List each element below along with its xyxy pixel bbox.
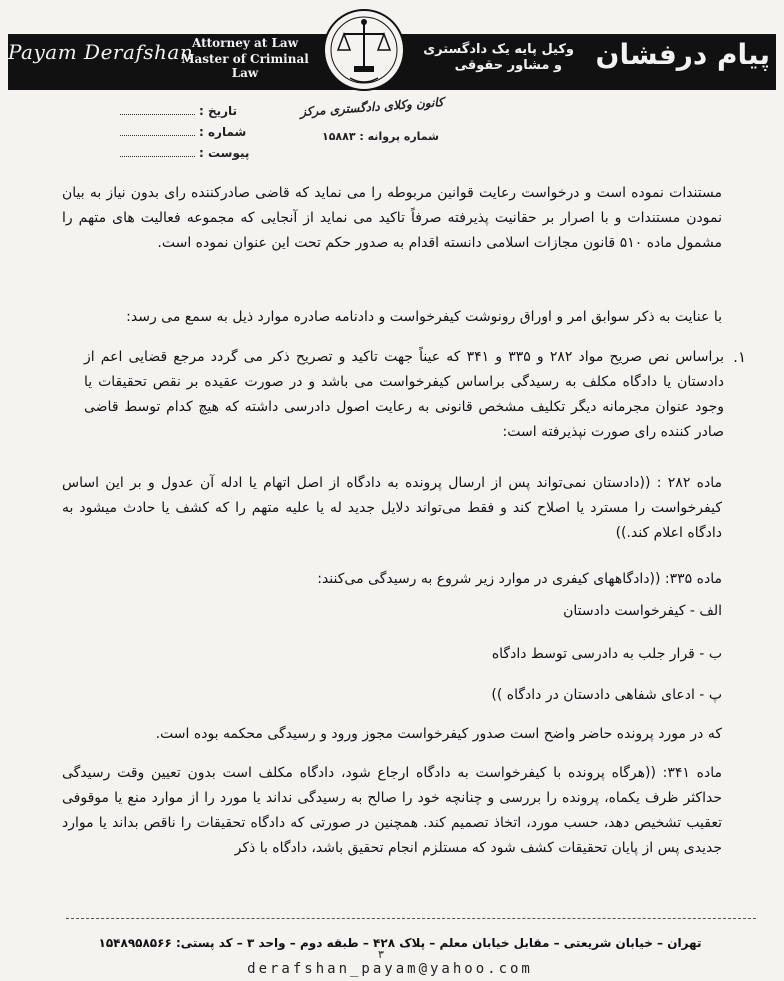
list-item-1 (84, 345, 746, 445)
clause-pe: پ - ادعای شفاهی دادستان در دادگاه )) (491, 687, 722, 703)
paragraph-conclusion: که در مورد پرونده حاضر واضح است صدور کیفرخواست مجوز ورود و رسیدگی محکمه بوده است. (155, 726, 722, 742)
bar-association-emblem (320, 4, 408, 96)
attachment-label: پیوست : (199, 146, 250, 160)
page-number: ۳ (378, 948, 384, 961)
bar-association-name: کانون وکلای دادگستری مرکز (299, 95, 445, 119)
role-line-1: وکیل پایه یک دادگستری (423, 42, 574, 57)
article-282: ماده ۲۸۲ : ((دادستان نمی‌تواند پس از ارسال پرونده به دادگاه از اصل اتهام یا ادله آن عدول و بر این اساس کیفرخواست را مسترد یا اصلاح کند و فقط می‌تواند دلایل جدید له یا علیه متهم را که کشف یا حادث میشود به دادگاه اعلام کند.)) (62, 475, 722, 541)
footer-divider (66, 918, 756, 919)
attachment-field (120, 146, 249, 160)
list-item-text: براساس نص صریح مواد ۲۸۲ و ۳۳۵ و ۳۴۱ که عیناً جهت تاکید و تصریح ذکر می گردد مرجع قضایی اعم از دادستان یا دادگاه مکلف به رسیدگی براساس کیفرخواست می باشد و در صورت عقیده بر نقص تحقیقات یا وجود عنوان مجرمانه دیگر تکلیف مشخص قانونی به رعایت اصول دادرسی داشته که هیچ کدام توسط قاضی صادر کننده رای صورت نپذیرفته است: (84, 349, 724, 440)
number-label: شماره : (199, 125, 247, 139)
office-address: تهران – خیابان شریعتی – مقابل خیابان معلم – پلاک ۴۲۸ – طبقه دوم – واحد ۳ – کد پستی: ۱۵۴۸۹۵۸۵۶۶ (98, 936, 702, 950)
title-attorney: Attorney at Law (191, 36, 299, 50)
date-label: تاریخ : (199, 104, 238, 118)
number-field (120, 125, 246, 139)
paragraph-considerations: با عنایت به ذکر سوابق امر و اوراق رونوشت کیفرخواست و دادنامه صادره موارد ذیل به سمع می رسد: (126, 309, 722, 325)
title-degree: Master of Criminal Law (181, 52, 309, 80)
role-line-2: و مشاور حقوقی (454, 58, 562, 73)
license-number: شماره پروانه : ۱۵۸۸۳ (322, 130, 439, 143)
clause-be: ب - قرار جلب به دادرسی توسط دادگاه (491, 646, 722, 662)
date-field (120, 104, 237, 118)
article-335: ماده ۳۳۵: ((دادگاههای کیفری در موارد زیر شروع به رسیدگی می‌کنند: (317, 571, 722, 587)
paragraph-intro: مستندات نموده است و درخواست رعایت قوانین مربوطه را می نماید که قاضی صادرکننده رای بدون نیاز به بیان نمودن مستندات و با اصرار بر حقانیت پذیرفته صرفاً تاکید می نماید از آنجایی که مجموعه فعالیت های متهم را مشمول ماده ۵۱۰ قانون مجازات اسلامی دانسته اقدام به صدور حکم تحت این عنوان نموده است. (62, 185, 722, 251)
lawyer-name-english: Payam Derafshan (8, 40, 194, 64)
article-341: ماده ۳۴۱: ((هرگاه پرونده با کیفرخواست به دادگاه ارجاع شود، دادگاه مکلف است بدون تعیین وقت رسیدگی حداکثر ظرف یکماه، پرونده را بررسی و چنانچه خود را صالح به رسیدگی نداند یا مورد را از موارد منع یا موقوفی تعقیب تشخیص دهد، حسب مورد، اتخاذ تصمیم کند. همچنین در صورتی که دادگاه تحقیقات را ناقص بداند یا موارد جدیدی پس از پایان تحقیقات کشف شود که مستلزم انجام تحقیق باشد، دادگاه با ذکر (62, 765, 722, 856)
list-item-number: ۱. (733, 348, 746, 366)
contact-email: derafshan_payam@yahoo.com (247, 961, 533, 977)
clause-alef: الف - کیفرخواست دادستان (563, 603, 722, 619)
lawyer-name-persian: پیام درفشان (595, 38, 770, 71)
